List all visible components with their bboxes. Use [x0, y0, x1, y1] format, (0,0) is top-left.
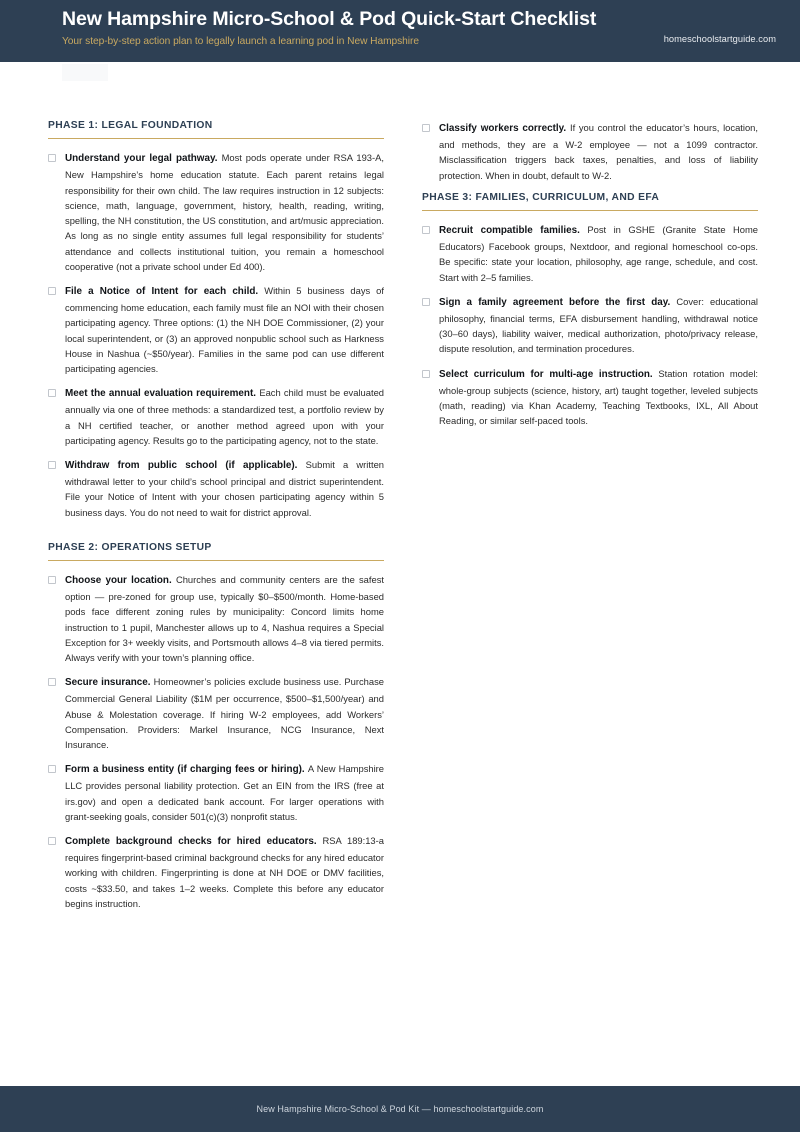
checklist-item[interactable] [48, 761, 384, 824]
checklist-item-body: Station rotation model: whole-group subjects (science, history, art) taught together, leveled subjects (math, reading) via Khan Academy, Teaching Textbooks, IXL, All About Reading, or similar self-paced tools. [439, 367, 759, 427]
checklist-item[interactable] [422, 366, 758, 429]
document-body [0, 62, 800, 1086]
checklist-item[interactable] [48, 833, 384, 911]
checklist-item[interactable] [48, 457, 384, 520]
checklist-item-text [439, 294, 758, 357]
checklist-item[interactable] [422, 294, 758, 357]
checkbox-icon[interactable] [48, 154, 56, 162]
checklist-item[interactable] [422, 120, 758, 183]
right-column [422, 120, 758, 437]
left-column [48, 120, 384, 920]
phase-divider [48, 138, 384, 139]
checkbox-icon[interactable] [48, 576, 56, 584]
checklist-item-body: Cover: educational philosophy, financial terms, EFA disbursement handling, withdrawal notice (30–60 days), liability waiver, medical authorization, photo/privacy release, dispute resolution, and termination procedures. [439, 295, 758, 355]
checklist-item-lead: Select curriculum for multi-age instruction. [439, 368, 653, 380]
checklist-item[interactable] [422, 222, 758, 285]
checklist-item-body: A New Hampshire LLC provides personal liability protection. Get an EIN from the IRS (free at irs.gov) and open a dedicated bank account. For larger operations with grant-seeking goals, consider 501(c)(3) nonprofit status. [65, 763, 385, 822]
checklist-item-body: Homeowner’s policies exclude business use. Purchase Commercial General Liability ($1M per occurrence, $500–$1,500/year) and Abuse & Molestation coverage. If hiring W-2 employees, add Workers’ Compensation. Providers: Markel Insurance, NCG Insurance, Next Insurance. [65, 676, 384, 751]
phase-heading: PHASE 2: OPERATIONS SETUP [48, 541, 212, 553]
checklist-item-text [65, 457, 384, 520]
checklist-item[interactable] [48, 150, 384, 274]
checkbox-icon[interactable] [422, 370, 430, 378]
checklist-item[interactable] [48, 572, 384, 665]
checkbox-icon[interactable] [48, 287, 56, 295]
page-footer [0, 1086, 800, 1132]
checklist-item-text [439, 222, 758, 285]
checklist-item-text [65, 150, 384, 274]
checkbox-icon[interactable] [48, 765, 56, 773]
checklist-item-body: Submit a written withdrawal letter to your child’s school principal and district superintendent. File your Notice of Intent with your chosen participating agency within 5 business days. You do not need to wait for district approval. [65, 459, 385, 518]
checklist-item-lead: Recruit compatible families. [439, 225, 580, 237]
checklist-item-lead: Choose your location. [65, 575, 172, 587]
checklist-item-lead: Secure insurance. [65, 677, 151, 689]
checklist-item-lead: File a Notice of Intent for each child. [65, 286, 259, 298]
checklist-item-text [65, 674, 384, 752]
two-column-layout [48, 120, 759, 920]
phase-section [48, 542, 384, 911]
checklist-item-text [65, 761, 384, 824]
checklist-item-text [439, 366, 758, 429]
checklist-item-text [65, 833, 384, 911]
phase-divider [48, 560, 384, 561]
continued-items-group [422, 120, 758, 183]
checklist-item[interactable] [48, 283, 384, 376]
checklist-item-body: If you control the educator’s hours, location, and methods, they are a W-2 employee — not a 1099 contractor. Misclassification triggers back taxes, penalties, and loss of liability protection. When in doubt, default to W-2. [439, 122, 758, 181]
checkbox-icon[interactable] [422, 124, 430, 132]
phase-section [422, 192, 758, 429]
page-subtitle: Your step-by-step action plan to legally launch a learning pod in New Hampshire [62, 36, 419, 48]
checklist-item[interactable] [48, 385, 384, 448]
checklist-item-lead: Meet the annual evaluation requirement. [65, 388, 256, 400]
checklist-item-body: Each child must be evaluated annually via one of three methods: a standardized test, a portfolio review by a NH certified teacher, or another method agreed upon with your participating agency. Results go to the participating agency, not to the state. [65, 387, 385, 446]
checklist-item-lead: Understand your legal pathway. [65, 153, 218, 165]
checkbox-icon[interactable] [48, 461, 56, 469]
checklist-item[interactable] [48, 674, 384, 752]
page-header [0, 0, 800, 62]
checklist-item-text [65, 572, 384, 665]
checkbox-icon[interactable] [422, 226, 430, 234]
checklist-item-lead: Withdraw from public school (if applicable). [65, 460, 298, 472]
phase-heading: PHASE 1: LEGAL FOUNDATION [48, 120, 213, 131]
phase-divider [422, 210, 758, 211]
checklist-item-lead: Sign a family agreement before the first day. [439, 296, 671, 308]
checklist-item-lead: Classify workers correctly. [439, 123, 567, 134]
phase-section [48, 120, 384, 520]
checklist-item-text [439, 120, 758, 183]
checklist-item-body: Within 5 business days of commencing home education, each family must file an NOI with their chosen participating agency. Three options: (1) the NH DOE Commissioner, (2) your local superintendent, or (3) an approved nonpublic school such as Harkness House in Nashua (~$50/year). Families in the same pod can use different participating agencies. [65, 285, 384, 375]
page-title: New Hampshire Micro-School & Pod Quick-Start Checklist [62, 8, 597, 30]
checkbox-icon[interactable] [48, 837, 56, 845]
checkbox-icon[interactable] [48, 389, 56, 397]
footer-text: New Hampshire Micro-School & Pod Kit — homeschoolstartguide.com [256, 1104, 544, 1114]
checklist-item-lead: Form a business entity (if charging fees or hiring). [65, 764, 305, 776]
checklist-item-lead: Complete background checks for hired educators. [65, 836, 317, 848]
checkbox-icon[interactable] [48, 678, 56, 686]
checklist-item-body: Post in GSHE (Granite State Home Educators) Facebook groups, Nextdoor, and regional homeschool co-ops. Be specific: state your location, philosophy, age range, schedule, and cost. Start with 2–5 families. [439, 224, 758, 283]
checklist-item-text [65, 385, 384, 448]
checklist-item-body: Churches and community centers are the safest option — pre-zoned for group use, typically $0–$500/month. Home-based pods face different zoning rules by municipality: Concord limits home instruction to 1 pupil, Manchester allows up to 4, Nashua requires a Special Exception for 3+ weekly visits, and Portsmouth allows 4–8 via tiered permits. Always verify with your town’s planning office. [65, 574, 384, 664]
phase-heading: PHASE 3: FAMILIES, CURRICULUM, AND EFA [422, 191, 660, 203]
checklist-item-body: Most pods operate under RSA 193-A, New Hampshire’s home education statute. Each parent retains legal responsibility for their own child. The law requires instruction in 12 subjects: science, math, language, government, history, health, reading, writing, spelling, the NH constitution, the US constitution, and art/music appreciation. As long as no single entity assumes full legal responsibility for students’ attendance and collects institutional tuition, you remain a homeschool cooperative (not a private school under Ed 400). [65, 152, 384, 272]
checkbox-icon[interactable] [422, 298, 430, 306]
header-site-url: homeschoolstartguide.com [663, 34, 776, 44]
checklist-item-text [65, 283, 384, 376]
checklist-item-body: RSA 189:13-a requires fingerprint-based criminal background checks for any hired educator working with children. Fingerprinting is done at NH DOE or DMV facilities, costs ~$33.50, and takes 1–2 weeks. Complete this before any educator begins instruction. [65, 835, 384, 909]
